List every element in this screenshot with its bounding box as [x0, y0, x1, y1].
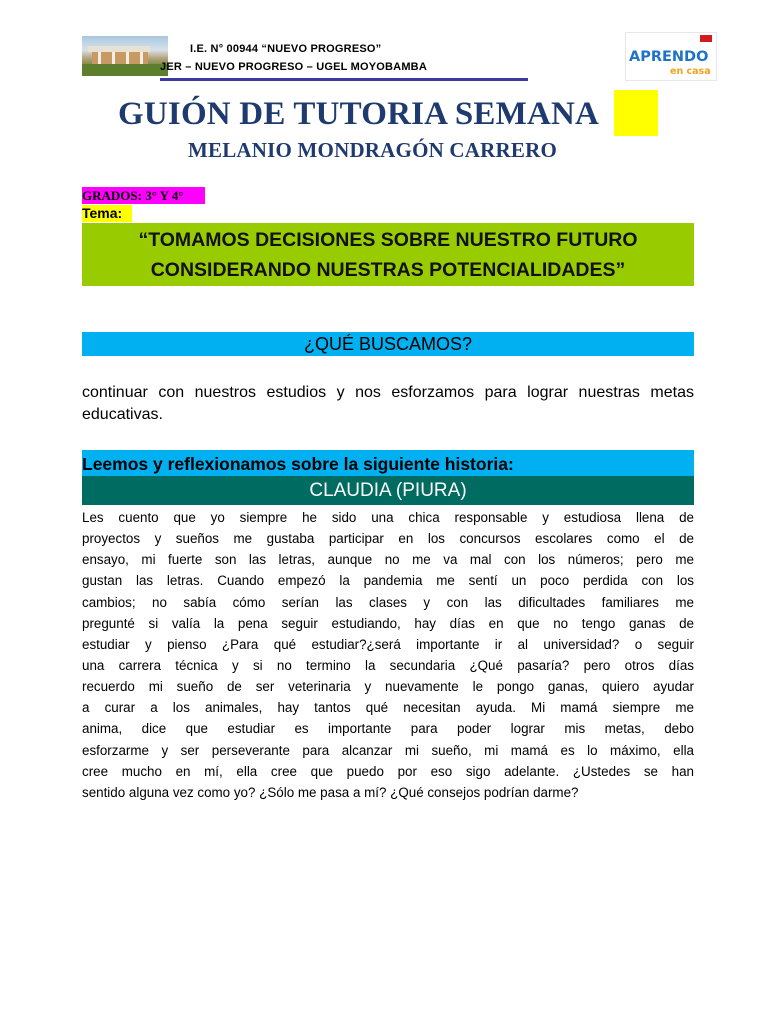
aprendo-en-casa-logo — [625, 32, 717, 81]
story-line: cambios; no sabía cómo serían las clases y con las dificultades familiares me — [82, 594, 694, 610]
story-line: esforzarme y ser perseverante para alcanzar mi sueño, mi mamá es lo máximo, ella — [82, 742, 694, 758]
story-line: estudiar y pienso ¿Para qué estudiar?¿será importante ir al universidad? o seguir — [82, 636, 694, 652]
intro-paragraph: continuar con nuestros estudios y nos esforzamos para lograr nuestras metas educativas. — [82, 384, 694, 423]
story-line: una carrera técnica y si no termino la secundaria ¿Qué pasaría? pero otros días — [82, 657, 694, 673]
story-line: pregunté si valía la pena seguir estudiando, hay días en que no tengo ganas de — [82, 615, 694, 631]
school-photo — [82, 36, 168, 76]
story-line: proyectos y sueños me gustaba participar en los concursos escolares como el de — [82, 531, 694, 547]
story-line: sentido alguna vez como yo? ¿Sólo me pasa a mí? ¿Qué consejos podrían darme? — [82, 784, 579, 800]
topic-line-1: “TOMAMOS DECISIONES SOBRE NUESTRO FUTURO — [138, 228, 638, 251]
school-jurisdiction: JER – NUEVO PROGRESO – UGEL MOYOBAMBA — [160, 61, 427, 73]
story-line: Les cuento que yo siempre he sido una chica responsable y estudiosa llena de — [82, 510, 694, 525]
school-name: I.E. N° 00944 “NUEVO PROGRESO” — [190, 43, 382, 55]
section-heading-que-buscamos: ¿QUÉ BUSCAMOS? — [82, 332, 694, 356]
story-line: anima, dice que estudiar es importante para poder lograr mis metas, debo — [82, 721, 694, 737]
logo-word-en-casa: en casa — [670, 66, 711, 77]
week-number-highlight — [614, 90, 658, 136]
story-title: CLAUDIA (PIURA) — [82, 476, 694, 505]
header-divider — [160, 78, 528, 81]
theme-label: Tema: — [82, 205, 132, 222]
topic-banner — [82, 223, 694, 286]
topic-line-2: CONSIDERANDO NUESTRAS POTENCIALIDADES” — [150, 258, 626, 281]
story-line: recuerdo mi sueño de ser veterinaria y nuevamente le pongo ganas, quiero ayudar — [82, 679, 694, 695]
story-line: cree mucho en mí, ella cree que puedo por eso sigo adelante. ¿Ustedes se han — [82, 763, 694, 779]
peru-flag-icon — [700, 35, 712, 42]
grades-label: GRADOS: 3° Y 4° — [82, 187, 205, 204]
author-name: MELANIO MONDRAGÓN CARRERO — [188, 138, 557, 162]
story-paragraph — [82, 507, 694, 803]
story-line: gustan las letras. Cuando empezó la pandemia me sentí un poco perdida con los — [82, 573, 694, 589]
story-line: ensayo, mi fuerte son las letras, aunque no me va mal con los números; pero me — [82, 552, 694, 568]
logo-word-aprendo: APRENDO — [629, 49, 709, 65]
section-heading-read: Leemos y reflexionamos sobre la siguiente historia: — [82, 450, 694, 476]
page-title: GUIÓN DE TUTORIA SEMANA — [118, 96, 600, 132]
story-line: a curar a los animales, hay tantos qué necesitan ayuda. Mi mamá siempre me — [82, 700, 694, 716]
